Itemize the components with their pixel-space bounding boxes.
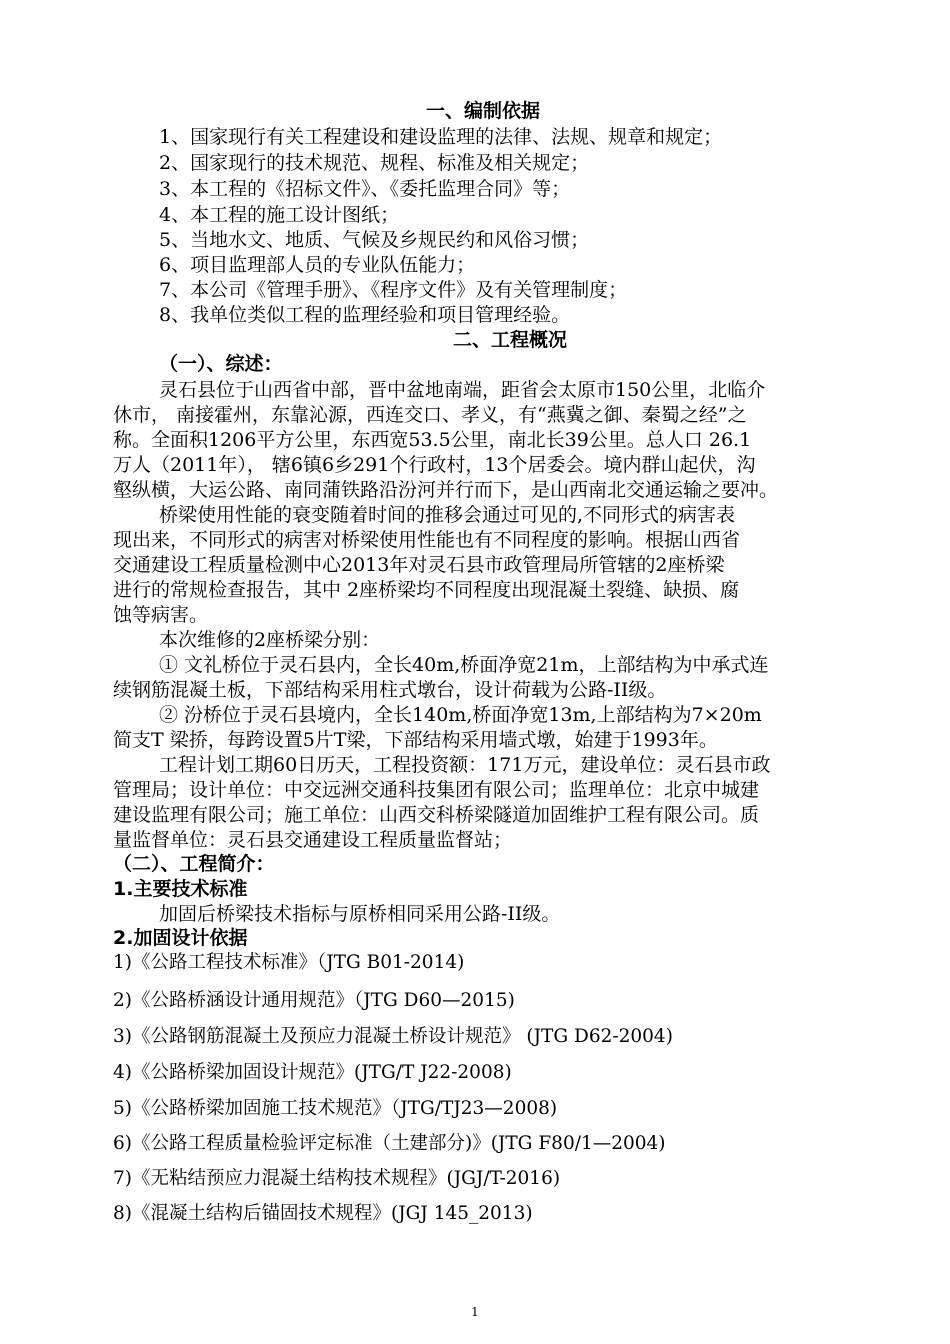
basis-item: 6、项目监理部人员的专业队伍能力； — [159, 254, 476, 276]
fen-bridge-line: 简支T 梁挢，每跨设置5片T梁，下部结构采用墙式墩，始建于1993年。 — [113, 729, 718, 751]
heading-design-basis: 2.加固设计依据 — [113, 927, 248, 949]
repair-intro: 本次维修的2座桥梁分别： — [159, 629, 381, 651]
section-heading-overview: 二、工程概况 — [452, 329, 567, 351]
bridge-para-line: 现出来，不同形式的病害对桥梁使用性能也有不同程度的影响。根据山西省 — [113, 529, 741, 551]
summary-para-line: 万人（2011年）， 辖6镇6乡291个行政村，13个居委会。境内群山起伏，沟 — [113, 454, 756, 476]
reference-item: 2)《公路桥涵设计通用规范》（JTG D60—2015) — [113, 990, 515, 1011]
wenli-bridge-line: ① 文礼桥位于灵石县内，全长40m,桥面净宽21m，上部结构为中承式连 — [159, 654, 769, 676]
summary-para-line: 壑纵横，大运公路、南同蒲铁路沿汾河并行而下，是山西南北交通运输之要冲。 — [113, 479, 779, 501]
project-info-line: 量监督单位：灵石县交通建设工程质量监督站； — [113, 829, 513, 851]
subheading-summary: （一）、综述： — [159, 353, 283, 375]
reference-item: 4)《公路桥梁加固设计规范》(JTG/T J22-2008) — [113, 1062, 512, 1083]
basis-item: 1、国家现行有关工程建设和建设监理的法律、法规、规章和规定； — [159, 126, 723, 148]
basis-item: 4、本工程的施工设计图纸； — [159, 204, 400, 226]
reference-item: 1)《公路工程技术标准》（JTG B01-2014) — [113, 952, 465, 973]
reference-item: 3)《公路钢筋混凝土及预应力混凝土桥设计规范》 (JTG D62-2004) — [113, 1026, 673, 1047]
tech-standard-text: 加固后桥梁技术指标与原桥相同采用公路-II级。 — [159, 903, 561, 925]
bridge-para-line: 交通建设工程质量检测中心2013年对灵石县市政管理局所管辖的2座桥梁 — [113, 554, 725, 576]
basis-item: 2、国家现行的技术规范、规程、标准及相关规定； — [159, 152, 590, 174]
reference-item: 6)《公路工程质量检验评定标准（土建部分)》(JTG F80/1—2004) — [113, 1133, 666, 1154]
fen-bridge-line: ② 汾桥位于灵石县境内，全长140m,桥面净宽13m,上部结构为7×20m — [159, 704, 762, 726]
bridge-para-line: 桥梁使用性能的衰变随着时间的推移会通过可见的,不同形式的病害表 — [159, 504, 736, 526]
bridge-para-line: 进行的常规检查报告，其中 2座桥梁均不同程度出现混凝土裂缝、缺损、腐 — [113, 579, 740, 601]
subheading-brief: （二）、工程简介： — [113, 853, 275, 875]
project-info-line: 工程计划工期60日历天，工程投资额：171万元，建设单位：灵石县市政 — [159, 754, 771, 776]
wenli-bridge-line: 续钢筋混凝土板，下部结构采用柱式墩台，设计荷载为公路-II级。 — [113, 679, 667, 701]
basis-item: 5、当地水文、地质、气候及乡规民约和风俗习惯； — [159, 229, 590, 251]
summary-para-line: 灵石县位于山西省中部，晋中盆地南端，距省会太原市150公里，北临介 — [159, 379, 766, 401]
project-info-line: 管理局；设计单位：中交远洲交通科技集团有限公司；监理单位：北京中城建 — [113, 779, 760, 801]
bridge-para-line: 蚀等病害。 — [113, 604, 209, 626]
project-info-line: 建设监理有限公司；施工单位：山西交科桥梁隧道加固维护工程有限公司。质 — [113, 804, 760, 826]
basis-item: 7、本公司《管理手册》、《程序文件》及有关管理制度； — [159, 279, 628, 301]
reference-item: 5)《公路桥梁加固施工技术规范》（JTG/TJ23—2008) — [113, 1098, 558, 1119]
reference-item: 7)《无粘结预应力混凝土结构技术规程》(JGJ/T-2016) — [113, 1168, 561, 1189]
reference-item: 8)《混凝土结构后锚固技术规程》(JGJ 145_2013) — [113, 1203, 533, 1224]
page-number: 1 — [471, 1305, 479, 1319]
basis-item: 3、本工程的《招标文件》、《委托监理合同》等； — [159, 178, 571, 200]
summary-para-line: 称。全面积1206平方公里，东西宽53.5公里，南北长39公里。总人口 26.1 — [113, 429, 752, 451]
heading-tech-standard: 1.主要技术标准 — [113, 878, 248, 900]
summary-para-line: 休市， 南接霍州，东靠沁源，西连交口、孝义，有“燕冀之御、秦蜀之经”之 — [113, 404, 747, 426]
section-heading-basis: 一、编制依据 — [425, 100, 540, 122]
basis-item: 8、我单位类似工程的监理经验和项目管理经验。 — [159, 304, 571, 326]
